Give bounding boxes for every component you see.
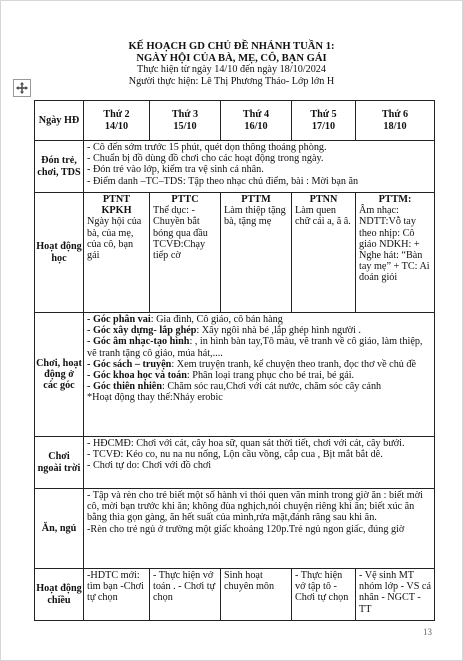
plan-title: KẾ HOẠCH GD CHỦ ĐỀ NHÁNH TUẦN 1: [128,41,335,52]
table-header-row [35,101,435,141]
row-label-an-ngu: Ăn, ngủ [35,489,84,569]
don-tre-content: - Cô đến sớm trước 15 phút, quét dọn thông thoáng phòng. - Chuẩn bị đồ dùng đồ chơi cho các hoạt động trong ngày. - Đón trẻ vào lớp, kiểm tra vệ sinh cá nhân. - Điểm danh –TC–TDS: Tập theo nhạc chủ điểm, bài : Mời bạn ăn [84,141,435,193]
header-day-wed: Thứ 4 16/10 [221,101,292,141]
header-day-fri: Thứ 6 18/10 [356,101,435,141]
header-day-tue: Thứ 3 15/10 [150,101,221,141]
row-ngoai-troi [35,437,435,489]
header-day-mon: Thứ 2 14/10 [84,101,150,141]
row-don-tre [35,141,435,193]
chieu-cell-mon: -HDTC mới: tìm bạn -Chơi tự chọn [84,569,150,621]
plan-subtitle: NGÀY HỘI CỦA BÀ, MẸ, CÔ, BẠN GÁI [136,52,327,64]
row-choi-goc [35,313,435,437]
row-chieu [35,569,435,621]
plan-period: Thực hiện từ ngày 14/10 đến ngày 18/10/2024 [136,64,326,75]
title-block [1,41,462,87]
header-ngay-hd: Ngày HĐ [35,101,84,141]
hoc-cell-thu: PTNN Làm quen chữ cái a, ă â. [292,193,356,313]
chieu-cell-thu: - Thực hiện vở tập tô - Chơi tự chọn [292,569,356,621]
choi-goc-content: - Góc phân vai: Gia đình, Cô giáo, cô bán hàng - Góc xây dựng- lắp ghép: Xây ngôi nhà bé ,lắp ghép hình người . - Góc âm nhạc-tạo hình: , in hình bàn tay,Tô màu, vẽ tranh về cô giáo, làm thiệp, vẽ tranh tặng cô giáo, múa hát,.... - Góc sách – truyện: Xem truyện tranh, kể chuyện theo tranh, đọc thơ về chủ đề - Góc khoa học và toán: Phân loại trang phục cho bé trai, bé gái. - Góc thiên nhiên: Chăm sóc rau,Chơi với cát nước, chăm sóc cây cảnh *Hoạt động thay thế:Nhảy erobic [84,313,435,437]
hoc-cell-fri: PTTM: Âm nhạc: NDTT:Vỗ tay theo nhịp: Cô giáo NDKH: + Nghe hát: “Bàn tay mẹ” + TC: Ai đoán giỏi [356,193,435,313]
row-an-ngu [35,489,435,569]
hoc-cell-wed: PTTM Làm thiệp tặng bà, tặng mẹ [221,193,292,313]
an-ngu-content: - Tập và rèn cho trẻ biết một số hành vi thói quen văn minh trong giờ ăn : biết mời cô, mời bạn trước khi ăn; không đùa nghịch,nói chuyện riêng khi ăn; biết xúc ăn bằng thìa gọn gàng, ăn hết suất của mình,rửa mặt,đánh răng sau khi ăn. -Rèn cho trẻ ngủ ở trường một giấc khoảng 120p.Trẻ ngủ ngon giấc, đúng giờ [84,489,435,569]
hoc-cell-mon: PTNT KPKH Ngày hội của bà, của mẹ, của cô, bạn gái [84,193,150,313]
row-label-don-tre: Đón trẻ, chơi, TDS [35,141,84,193]
row-hoat-dong-hoc [35,193,435,313]
chieu-cell-fri: - Vệ sinh MT nhóm lớp - VS cá nhân - NGCT -TT [356,569,435,621]
plan-teacher: Người thực hiện: Lê Thị Phương Thảo- Lớp lớn H [128,75,335,87]
row-label-hoat-dong-hoc: Hoạt động học [35,193,84,313]
ngoai-troi-content: - HĐCMĐ: Chơi với cát, cây hoa sữ, quan sát thời tiết, chơi với cát, cây bưởi. - TCVĐ: Kéo co, nu na nu nống, Lộn cầu vồng, cắp cua , Bịt mắt bắt dê. - Chơi tự do: Chơi với đồ chơi [84,437,435,489]
hoc-cell-tue: PTTC Thể dục: -Chuyền bắt bóng qua đầu TCVĐ:Chạy tiếp cờ [150,193,221,313]
row-label-choi-goc: Chơi, hoạt động ở các góc [35,313,84,437]
chieu-cell-wed: Sinh hoạt chuyên môn [221,569,292,621]
table-move-handle-icon[interactable] [13,79,31,97]
row-label-ngoai-troi: Chơi ngoài trời [35,437,84,489]
weekly-plan-table [34,100,435,621]
chieu-cell-tue: - Thực hiện vở toán . - Chơi tự chọn [150,569,221,621]
header-day-thu: Thứ 5 17/10 [292,101,356,141]
page-number: 13 [423,627,432,637]
row-label-chieu: Hoạt động chiều [35,569,84,621]
